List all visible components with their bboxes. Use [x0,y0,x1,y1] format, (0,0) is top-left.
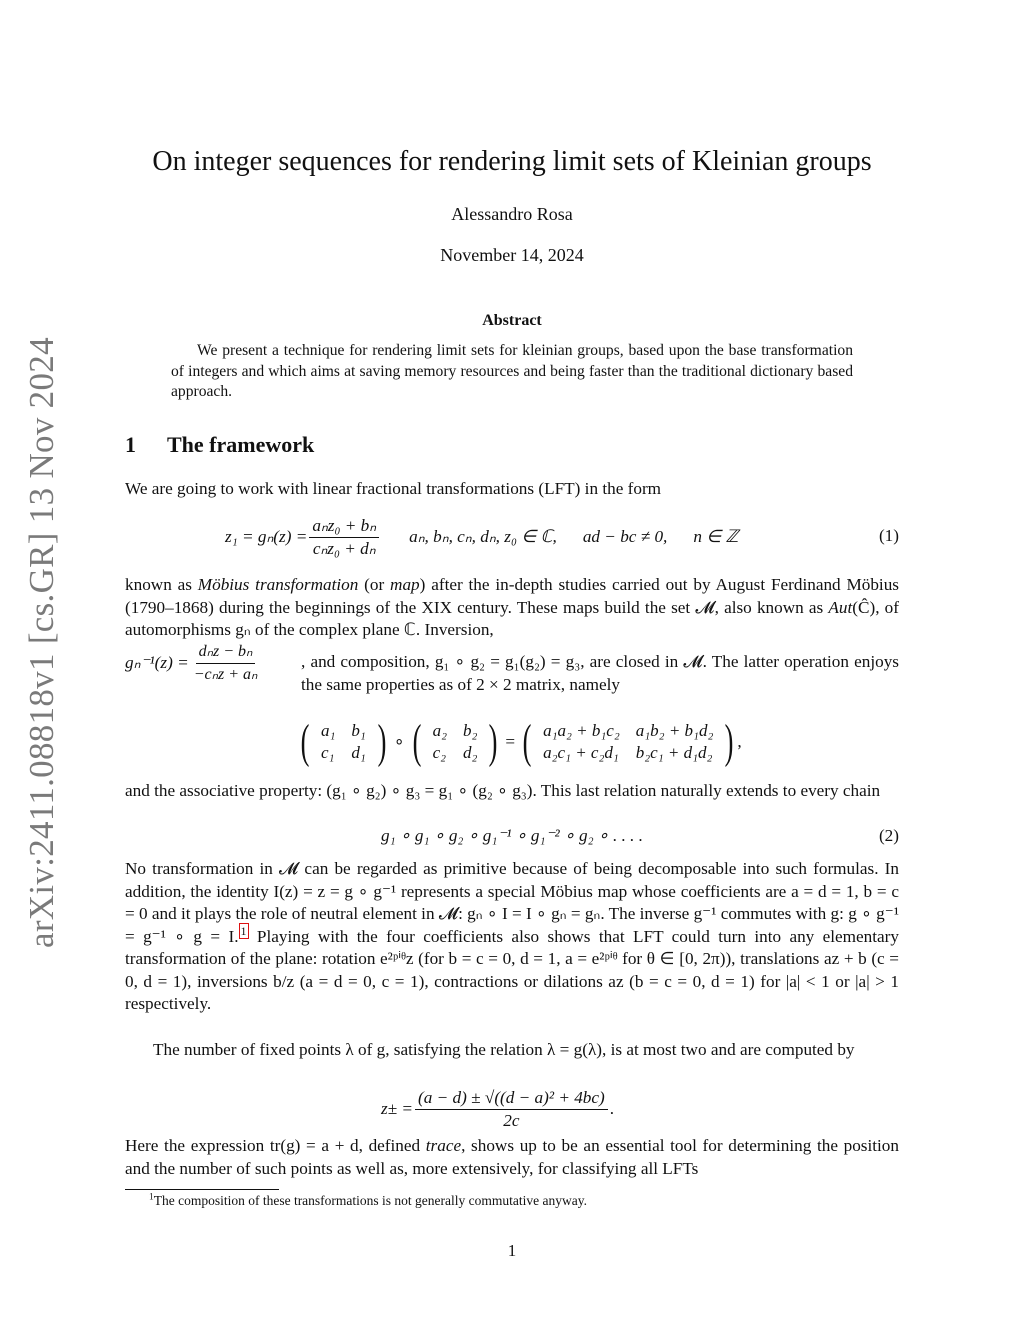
matrix-cell: c₁ [320,743,335,762]
matrix-cell: a₁b₂ + b₁d₂ [635,721,714,740]
text-span: , shows up to be an essential tool for determining the position and the number of such points as well as, more extensively, for classifying all LFTs [125,1136,899,1178]
composition-text: , and composition, g₁ ∘ g₂ = g₁(g₂) = g₃, are closed in 𝓜. The latter operation enjoys the same properties as of 2 × 2 matrix, namely [301,652,899,694]
footnote [149,1193,587,1209]
matrix-cell: a₂ [432,721,447,740]
equation-3 [125,1084,899,1134]
inverse-lhs: gₙ⁻¹(z) = [125,652,189,672]
term-mobius-transformation: Möbius transformation [197,575,359,594]
abstract-text: We present a technique for rendering limit sets for kleinian groups, based upon the base transformation of integers and which aims at saving memory resources and being faster than the traditional dictionary based approach. [171,342,853,400]
matrix-cell: c₂ [432,743,447,762]
matrix-cell: b₂c₁ + d₁d₂ [635,743,713,762]
matrix-cell: b₁ [351,721,366,740]
footnote-rule [125,1189,279,1190]
equation-1 [125,512,899,562]
associative-paragraph: and the associative property: (g₁ ∘ g₂) ∘ g₃ = g₁ ∘ (g₂ ∘ g₃). This last relation naturally extends to every chain [125,781,881,800]
paper-date: November 14, 2024 [440,245,584,265]
section-title: The framework [167,432,315,457]
term-aut: Aut [828,597,853,617]
matrix-product: ( a₁a₂ + b₁c₂ a₁b₂ + b₁d₂ a₂c₁ + c₂d₁ b₂c₁ + d₁d₂ ) [522,715,734,768]
inverse-fraction [191,642,261,685]
matrix-cell: d₁ [351,743,366,762]
eq3-tail: . [609,1099,615,1118]
eq1-denominator: cₙz₀ + dₙ [312,538,376,558]
eq2-expression: g₁ ∘ g₁ ∘ g₂ ∘ g₁⁻¹ ∘ g₁⁻² ∘ g₂ ∘ . . . . [381,826,644,845]
eq1-condition-determinant: ad − bc ≠ 0, [582,527,668,546]
matrix-1: ( a₁ b₁ c₁ d₁ ) [300,715,387,768]
eq1-fraction [309,516,379,559]
paper-title: On integer sequences for rendering limit sets of Kleinian groups [152,146,872,177]
matrix-cell: a₁ [320,721,336,740]
eq3-lhs: z± = [381,1099,414,1118]
fixed-points-paragraph: The number of fixed points λ of g, satisfying the relation λ = g(λ), is at most two and are computed by [153,1040,855,1059]
text-span: Playing with the four coefficients also shows that LFT could turn into any elementary transformation of the plane: rotation e²ᵖⁱᶿz (for b = c = 0, d = 1, a = e²ᵖⁱᶿ for θ ∈ [0, 2π)), translations az + b (c = 0, d = 1), inversions b/z (a = d = 0, c = 1), contractions or dilations az (b = c = 0, d = 1) for |a| < 1 or |a| > 1 respectively. [125,926,899,1013]
matrix-cell: b₂ [462,721,478,740]
eq3-fraction [415,1088,608,1131]
text-span: (or [358,575,391,594]
eq3-numerator: (a − d) ± √((d − a)² + 4bc) [415,1088,608,1110]
term-map: map [390,575,420,594]
section-number: 1 [125,432,136,457]
section-heading [125,432,314,458]
text-span: known as [125,575,198,594]
footnote-text: The composition of these transformations is not generally commutative anyway. [153,1193,587,1208]
page-number: 1 [507,1241,517,1260]
equals-sign: = [505,732,516,751]
eq1-numerator: aₙz₀ + bₙ [309,516,379,538]
eq1-lhs: z₁ = gₙ(z) = [225,527,308,546]
mobius-paragraph [125,574,899,642]
text-span: (Ĉ), of automorphisms gₙ of the complex plane ℂ. Inversion, [125,597,899,639]
footnote-reference[interactable]: 1 [240,923,247,938]
inverse-numerator: dₙz − bₙ [196,642,256,664]
identity-paragraph [125,858,899,1016]
eq2-label: (2) [878,826,899,845]
text-span: No transformation in 𝓜 can be regarded as primitive because of being decomposable into such formulas. In addition, the identity I(z) = z = g ∘ g⁻¹ represents a special Möbius map whose coefficients are a = d = 1, b = c = 0 and it plays the role of neutral element in 𝓜: gₙ ∘ I = I ∘ gₙ = gₙ. The inverse g⁻¹ commutes with g: g ∘ g⁻¹ = g⁻¹ ∘ g = I. [125,859,899,946]
term-trace: trace [425,1136,462,1155]
text-span: Here the expression tr(g) = a + d, defined [125,1136,426,1155]
eq1-condition-index: n ∈ ℤ [693,527,739,546]
matrix-cell: a₂c₁ + c₂d₁ [543,743,619,762]
matrix-equation [125,714,899,770]
trace-paragraph [125,1135,899,1180]
eq1-label: (1) [878,526,899,545]
footnote-mark: 1 [149,1192,154,1203]
text-span: ) after the in-depth studies carried out by August Ferdinand Möbius (1790–1868) during the beginnings of the XIX century. These maps build the set 𝓜, also known as [125,575,899,617]
matrix-cell: a₁a₂ + b₁c₂ [543,721,620,740]
matrix-cell: d₂ [462,743,478,762]
intro-paragraph: We are going to work with linear fractional transformations (LFT) in the form [125,479,662,498]
author-name: Alessandro Rosa [451,204,573,224]
eq1-condition-coefficients: aₙ, bₙ, cₙ, dₙ, z₀ ∈ ℂ, [409,527,557,546]
matrix-2: ( a₂ b₂ c₂ d₂ ) [412,715,498,768]
eq3-denominator: 2c [503,1110,520,1130]
abstract-heading: Abstract [482,312,542,329]
inverse-denominator: −cₙz + aₙ [193,665,258,683]
arxiv-identifier-stamp: arXiv:2411.08818v1 [cs.GR] 13 Nov 2024 [22,337,61,948]
compose-operator: ∘ [393,732,405,751]
matrix-tail: , [737,732,742,751]
